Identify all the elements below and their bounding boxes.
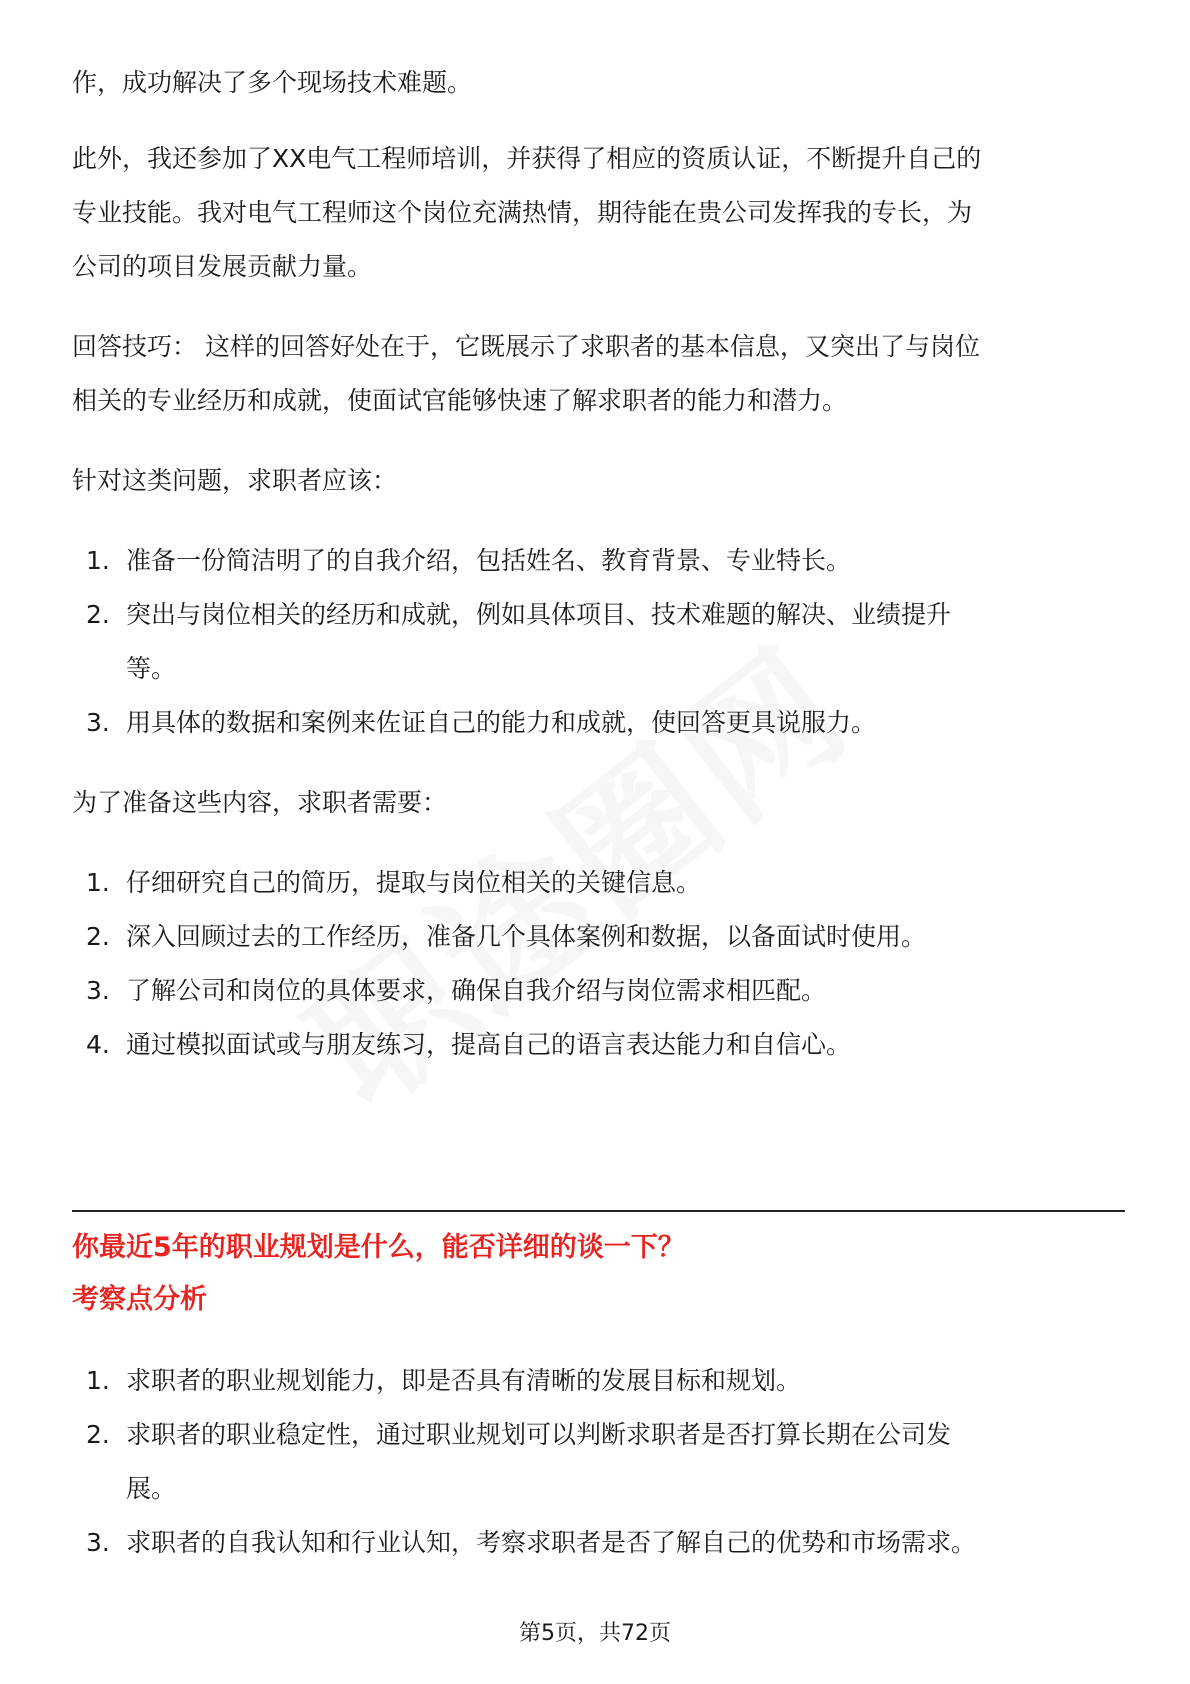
tip-line: 相关的专业经历和成就，使面试官能够快速了解求职者的能力和潜力。 — [72, 386, 848, 415]
list-text: 准备一份简洁明了的自我介绍，包括姓名、教育背景、专业特长。 — [126, 546, 852, 575]
list-number: 1. — [86, 1366, 110, 1395]
list-text: 突出与岗位相关的经历和成就，例如具体项目、技术难题的解决、业绩提升 — [126, 600, 952, 629]
question-title: 你最近5年的职业规划是什么，能否详细的谈一下？ — [72, 1232, 685, 1263]
paragraph-line: 专业技能。我对电气工程师这个岗位充满热情，期待能在贵公司发挥我的专长，为 — [72, 198, 973, 227]
list-text: 等。 — [126, 654, 177, 683]
list-text: 仔细研究自己的简历，提取与岗位相关的关键信息。 — [126, 868, 702, 897]
list-text: 深入回顾过去的工作经历，准备几个具体案例和数据，以备面试时使用。 — [126, 922, 927, 951]
paragraph-line: 此外，我还参加了XX电气工程师培训，并获得了相应的资质认证，不断提升自己的 — [72, 144, 982, 173]
list-text: 通过模拟面试或与朋友练习，提高自己的语言表达能力和自信心。 — [126, 1030, 852, 1059]
tip-line: 回答技巧： 这样的回答好处在于，它既展示了求职者的基本信息，又突出了与岗位 — [72, 332, 980, 361]
list-number: 3. — [86, 976, 110, 1005]
list-number: 4. — [86, 1030, 110, 1059]
list-text: 求职者的职业规划能力，即是否具有清晰的发展目标和规划。 — [126, 1366, 802, 1395]
list-number: 1. — [86, 546, 110, 575]
paragraph-line: 公司的项目发展贡献力量。 — [72, 252, 373, 281]
list-number: 3. — [86, 1528, 110, 1557]
list-text: 求职者的职业稳定性，通过职业规划可以判断求职者是否打算长期在公司发 — [126, 1420, 952, 1449]
section1-lead: 针对这类问题，求职者应该： — [72, 466, 398, 495]
analysis-subtitle: 考察点分析 — [72, 1284, 207, 1315]
list-number: 2. — [86, 922, 110, 951]
list-text: 用具体的数据和案例来佐证自己的能力和成就，使回答更具说服力。 — [126, 708, 877, 737]
section2-lead: 为了准备这些内容，求职者需要： — [72, 788, 448, 817]
list-number: 2. — [86, 1420, 110, 1449]
list-text: 了解公司和岗位的具体要求，确保自我介绍与岗位需求相匹配。 — [126, 976, 827, 1005]
page-number: 第5页，共72页 — [519, 1621, 671, 1646]
list-text: 展。 — [126, 1474, 177, 1503]
intro-line: 作，成功解决了多个现场技术难题。 — [72, 68, 473, 97]
divider — [72, 1210, 1125, 1212]
list-number: 2. — [86, 600, 110, 629]
list-text: 求职者的自我认知和行业认知，考察求职者是否了解自己的优势和市场需求。 — [126, 1528, 977, 1557]
list-number: 1. — [86, 868, 110, 897]
list-number: 3. — [86, 708, 110, 737]
